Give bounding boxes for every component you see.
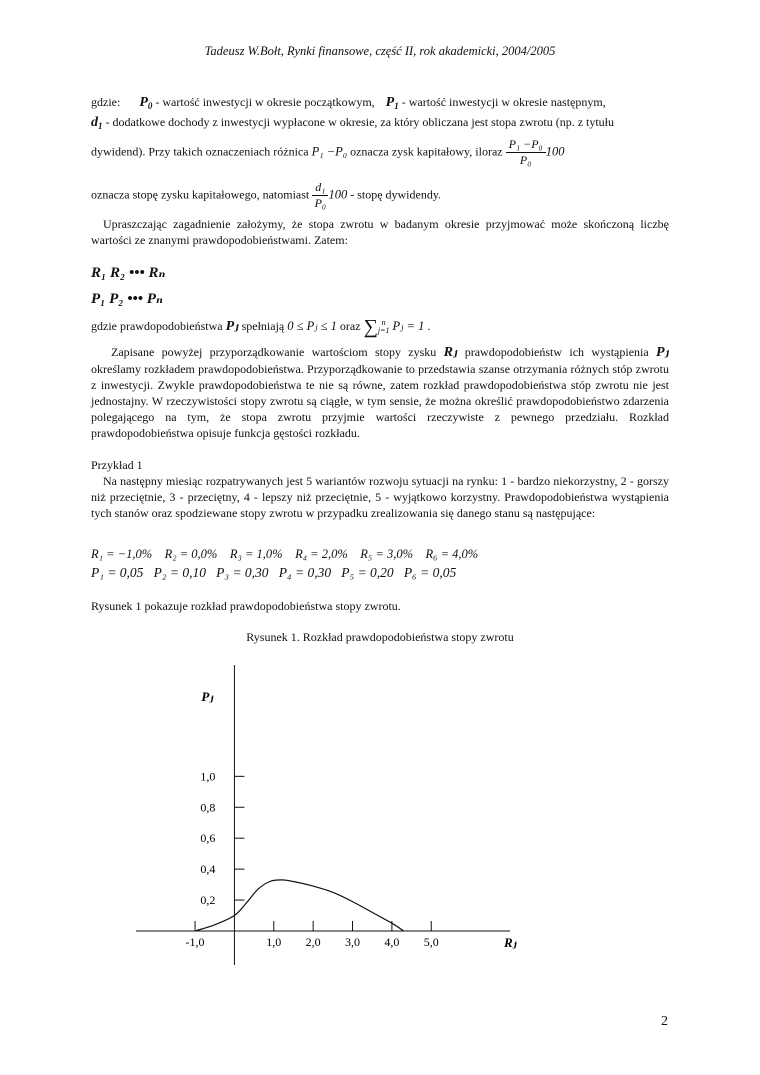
probability-4: P₄ = 0,30: [278, 565, 332, 580]
fraction-dividend: $\frac{\text{d₁}}{\text{P₀}}$: [312, 180, 328, 211]
y-tick-label: 0,6: [200, 831, 216, 846]
probability-5: P₅ = 0,20: [341, 565, 394, 580]
text-zapisane: Zapisane powyżej przyporządkowanie wartościom stopy zysku: [111, 345, 444, 359]
return-5: R₅ = 3,0%: [360, 547, 414, 561]
sequence-probabilities: P₁ P₂ ••• Pₙ: [91, 291, 163, 307]
probability-2: P₂ = 0,10: [153, 565, 206, 580]
running-header: Tadeusz W.Bołt, Rynki finansowe, część II, rok akademicki, 2004/2005: [204, 44, 556, 58]
text-p0-definition: - wartość inwestycji w okresie początkowym,: [155, 95, 375, 109]
return-2: R₂ = 0,0%: [164, 547, 218, 561]
symbol-pj-2: Pⱼ: [656, 345, 669, 360]
formula-difference: P₁ −P₀: [311, 144, 348, 159]
return-6: R₆ = 4,0%: [425, 547, 479, 561]
text-gdzie-prawdopodobienstwa: gdzie prawdopodobieństwa: [91, 319, 226, 333]
sequence-returns: R₁ R₂ ••• Rₙ: [91, 265, 166, 281]
chart-ticks: [195, 776, 431, 931]
text-stope-dywidendy: - stopę dywidendy.: [350, 187, 442, 202]
return-3: R₃ = 1,0%: [229, 547, 283, 561]
text-d1-definition: - dodatkowe dochody z inwestycji wypłacone w okresie, za który obliczana jest stopa zwrotu (np. z tytułu: [105, 115, 615, 129]
text-p1-definition: - wartość inwestycji w okresie następnym,: [401, 95, 606, 109]
text-oraz: oraz: [339, 319, 364, 333]
formula-sum-equals-one: Pⱼ = 1: [392, 319, 425, 333]
x-tick-label: 1,0: [266, 934, 282, 949]
probability-3: P₃ = 0,30: [216, 565, 269, 580]
x-tick-label: -1,0: [185, 934, 205, 949]
text-zysk-kapitalowy: oznacza zysk kapitałowy, iloraz: [350, 144, 506, 159]
sum-lower-limit: j=1: [377, 326, 390, 336]
formula-bounds: 0 ≤ Pⱼ ≤ 1: [287, 319, 337, 333]
x-tick-label: 3,0: [345, 934, 361, 949]
multiplier-100-dividend: 100: [328, 187, 348, 202]
x-axis-label: Rⱼ: [504, 934, 517, 950]
probability-1: P₁ = 0,05: [91, 565, 144, 580]
page-number: 2: [661, 1014, 668, 1029]
example-title: Przykład 1: [91, 458, 143, 472]
chart-axes: [136, 665, 510, 965]
y-tick-label: 0,8: [200, 800, 216, 815]
chart-marks: [195, 880, 404, 931]
figure-reference: Rysunek 1 pokazuje rozkład prawdopodobieństwa stopy zwrotu.: [91, 599, 401, 613]
text-prawdopodobienstw: prawdopodobieństw ich wystąpienia: [457, 345, 649, 359]
sum-upper-limit: n: [381, 318, 386, 328]
paragraph-assumption: Upraszczając zagadnienie założymy, że stopa zwrotu w badanym okresie przyjmować może skończoną liczbę wartości ze znanymi prawdopodobieństwami. Zatem:: [91, 217, 669, 247]
y-tick-label: 0,4: [200, 862, 216, 877]
symbol-p1: $P_1$: [385, 95, 399, 111]
symbol-p0: $P_0$: [139, 95, 153, 111]
text-rozkladem: określamy rozkładem prawdopodobieństwa. Przyporządkowanie to przedstawia szanse otrzymania różnych stóp zwrotu z inwestycji. Zwykle prawdopodobieństwa te nie są równe, zatem rozkład prawdopodobieństwa stóp zwrotu nie jest jednostajny. W rzeczywistości stopy zwrotu są ciągłe, w tym sensie, że można określić prawdopodobieństwo zdarzenia polegającego na tym, że stopa zwrotu przyjmie wartości rzeczywiste z pewnego przedziału. Rozkład prawdopodobieństwa opisuje funkcja gęstości rozkładu.: [91, 362, 669, 440]
text-dywidend: dywidend). Przy takich oznaczeniach różnica: [91, 144, 312, 159]
multiplier-100: 100: [545, 144, 565, 159]
fraction-capital-gain: $\frac{\text{P₁ −P₀}}{\text{P₀}}$: [506, 137, 546, 168]
symbol-d1: $d_1$: [91, 115, 103, 131]
symbol-pj: Pⱼ: [225, 319, 239, 334]
sum-symbol: ∑: [363, 316, 378, 338]
chart-labels: [186, 689, 518, 950]
x-tick-label: 5,0: [423, 934, 439, 949]
text-gdzie: gdzie:: [91, 95, 121, 109]
probability-6: P₆ = 0,05: [403, 565, 457, 580]
text-spelniaja: spełniają: [241, 319, 288, 333]
paragraph-example: Na następny miesiąc rozpatrywanych jest 5 wariantów rozwoju sytuacji na rynku: 1 - bardzo niekorzystny, 2 - gorszy niż przeciętnie, 3 - przeciętny, 4 - lepszy niż przeciętnie, 5 - wyjątkowo korzystny. Prawdopodobieństwa wystąpienia tych stanów oraz spodziewane stopy zwrotu w przypadku zrealizowania się danego stanu są następujące:: [91, 474, 669, 520]
y-tick-label: 1,0: [200, 769, 216, 784]
return-4: R₄ = 2,0%: [295, 547, 348, 561]
x-tick-label: 2,0: [305, 934, 321, 949]
density-curve: [195, 880, 404, 931]
figure-caption: Rysunek 1. Rozkład prawdopodobieństwa stopy zwrotu: [246, 630, 514, 644]
x-tick-label: 4,0: [384, 934, 400, 949]
return-1: R₁ = −1,0%: [91, 547, 153, 561]
y-tick-label: 0,2: [200, 893, 216, 908]
symbol-rj: Rⱼ: [443, 345, 458, 360]
text-period: .: [424, 319, 431, 333]
text-stope-zysku: oznacza stopę zysku kapitałowego, natomiast: [91, 187, 313, 202]
y-axis-label: Pⱼ: [201, 689, 214, 704]
